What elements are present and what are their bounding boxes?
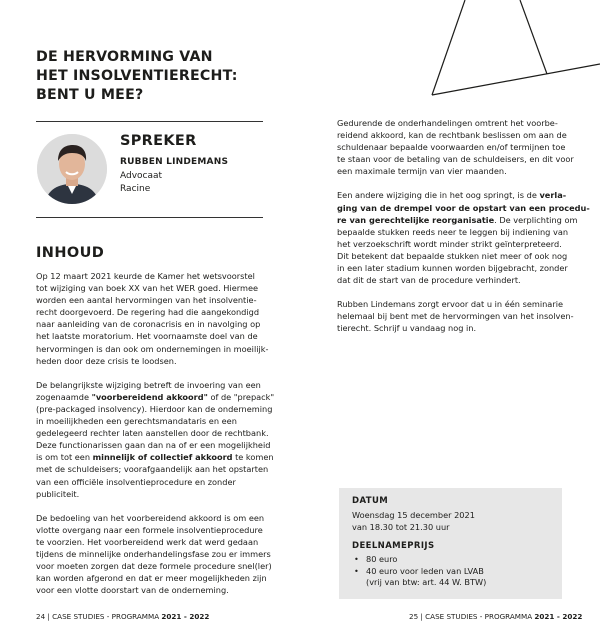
text-line: reidend akkoord, kan de rechtbank beslissen om aan de — [337, 130, 567, 141]
body-paragraph — [36, 512, 272, 597]
left-column — [36, 270, 275, 596]
text-line: is om tot een minnelijk of collectief akkoord te komen — [36, 452, 274, 463]
text-line: zogenaamde "voorbereidend akkoord" of de "prepack" — [36, 391, 275, 402]
page-title — [36, 48, 286, 105]
content-heading: INHOUD — [36, 245, 105, 261]
date-text — [352, 510, 475, 533]
text-line: gedelegeerd rechter laten aanstellen door de rechtbank. — [36, 428, 269, 439]
info-box — [339, 488, 562, 599]
text-line: heden door deze crisis te loodsen. — [36, 355, 177, 366]
text-line: tijdens de minnelijke onderhandelingsfase zou er immers — [36, 548, 271, 559]
footer-year: 2021 - 2022 — [534, 612, 583, 621]
price-line: 80 euro — [366, 554, 398, 564]
text-line: Een andere wijziging die in het oog springt, is de verla- — [337, 190, 567, 201]
text-line: dat dit de start van de procedure verhindert. — [337, 275, 521, 286]
right-column — [337, 117, 590, 335]
divider — [36, 217, 263, 218]
footer-left: 24 | CASE STUDIES - PROGRAMMA 2021 - 2022 — [36, 612, 210, 621]
text-line: een maximale termijn van vier maanden. — [337, 166, 507, 177]
price-item — [352, 554, 557, 566]
emphasis-text: minnelijk of collectief akkoord — [92, 452, 233, 463]
bullet-icon: • — [354, 565, 359, 576]
text-line: voor een vlotte doorstart van de onderneming. — [36, 585, 229, 596]
text-line: in een later stadium kunnen worden bijgebracht, zonder — [337, 263, 568, 274]
text-line: Gedurende de onderhandelingen omtrent het voorbe- — [337, 118, 558, 128]
text-line: tierecht. Schrijf u vandaag nog in. — [337, 323, 477, 334]
text-line: Op 12 maart 2021 keurde de Kamer het wetsvoorstel — [36, 271, 255, 281]
text-line: naar aanleiding van de coronacrisis en in navolging op — [36, 319, 261, 330]
text-line — [337, 202, 590, 214]
date-line: Woensdag 15 december 2021 — [352, 510, 475, 520]
emphasis-text: ging van de drempel voor de opstart van een procedu- — [337, 202, 590, 213]
text-line: in moeilijkheden een gerechtsmandataris en een — [36, 416, 237, 427]
page-number: 24 — [36, 612, 46, 621]
emphasis-text: verla- — [539, 190, 567, 201]
body-paragraph — [36, 379, 275, 500]
price-item — [352, 566, 557, 589]
text-line: De belangrijkste wijziging betreft de invoering van een — [36, 379, 261, 390]
price-list — [352, 554, 557, 589]
page-number: 25 — [409, 612, 419, 621]
text-line: worden een aantal hervormingen van het insolventie- — [36, 295, 257, 306]
body-paragraph — [337, 189, 590, 286]
text-line: recht doorgevoerd. De regering had die aangekondigd — [36, 307, 260, 318]
price-line: 40 euro voor leden van LVAB — [366, 565, 484, 576]
footer-right: 25 | CASE STUDIES - PROGRAMMA 2021 - 2022 — [409, 612, 583, 621]
text-line: bepaalde stukken reeds neer te leggen bij indiening van — [337, 226, 569, 237]
text-line: helemaal bij bent met de hervormingen van het insolven- — [337, 311, 574, 322]
text-line: vlotte overgang naar een formele insolventieprocedure — [36, 524, 263, 535]
speaker-avatar — [37, 134, 107, 204]
body-paragraph — [337, 117, 574, 177]
text-line: het laatste moratorium. Het voornaamste doel van de — [36, 331, 258, 342]
footer-section: CASE STUDIES - PROGRAMMA — [425, 612, 533, 621]
date-line: van 18.30 tot 21.30 uur — [352, 521, 450, 532]
date-heading: DATUM — [352, 496, 389, 506]
price-line: (vrij van btw: art. 44 W. BTW) — [366, 577, 487, 587]
footer-section: CASE STUDIES - PROGRAMMA — [52, 612, 160, 621]
divider — [36, 121, 263, 122]
text-line: voor moeten zorgen dat deze formele procedure snel(ler) — [36, 561, 272, 572]
speaker-organization: Racine — [120, 184, 151, 194]
text-line: met de schuldeisers; voorafgaandelijk aan het opstarten — [36, 464, 269, 475]
text-line: Dit betekent dat bepaalde stukken niet meer of ook nog — [337, 250, 568, 261]
text-line: (pre-packaged insolvency). Hierdoor kan de onderneming — [36, 403, 273, 414]
speaker-role: Advocaat — [120, 171, 163, 181]
text-line: Deze functionarissen gaan dan na of er een mogelijkheid — [36, 440, 271, 451]
body-paragraph — [36, 270, 268, 367]
speaker-heading: SPREKER — [120, 133, 197, 149]
speaker-name: RUBBEN LINDEMANS — [120, 157, 229, 167]
text-line: van een officiële insolventieprocedure en zonder — [36, 476, 236, 487]
text-line: re van gerechtelijke reorganisatie. De verplichting om — [337, 214, 578, 225]
body-paragraph — [337, 298, 574, 334]
title-line: DE HERVORMING VAN — [36, 49, 213, 65]
text-line: schuldenaar bepaalde voorwaarden en/of termijnen toe — [337, 142, 566, 153]
text-line: Rubben Lindemans zorgt ervoor dat u in één seminarie — [337, 299, 564, 310]
text-line: te voorzien. Het voorbereidend werk dat werd gedaan — [36, 536, 259, 547]
text-line: tot wijziging van boek XX van het WER goed. Hiermee — [36, 283, 259, 294]
emphasis-text: "voorbereidend akkoord" — [91, 391, 208, 402]
footer-year: 2021 - 2022 — [161, 612, 210, 621]
title-line: BENT U MEE? — [36, 87, 144, 103]
bullet-icon: • — [354, 554, 359, 564]
price-heading: DEELNAMEPRIJS — [352, 541, 435, 551]
title-line: HET INSOLVENTIERECHT: — [36, 68, 238, 84]
text-line: het verzoekschrift wordt minder strikt geïnterpreteerd. — [337, 238, 562, 249]
text-line: publiciteit. — [36, 488, 80, 499]
text-line: kan worden afgerond en dat er meer mogelijkheden zijn — [36, 573, 267, 584]
text-line: hervormingen is dan ook om ondernemingen in moeilijk- — [36, 343, 269, 354]
text-line: te staan voor de betaling van de schuldeisers, en dit voor — [337, 154, 574, 165]
emphasis-text: re van gerechtelijke reorganisatie — [337, 214, 495, 225]
text-line: De bedoeling van het voorbereidend akkoord is om een — [36, 512, 265, 523]
